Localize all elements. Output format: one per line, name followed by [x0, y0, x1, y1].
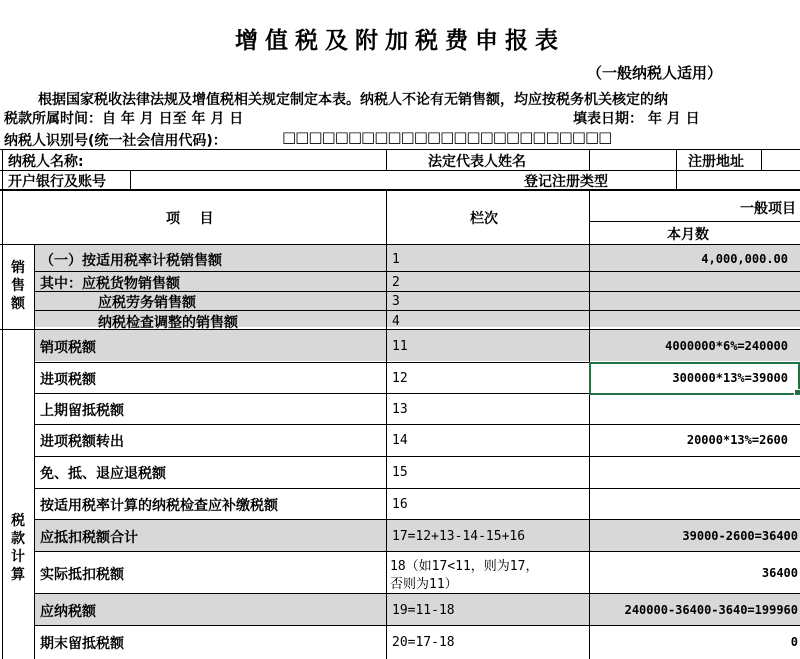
reg-address-label: 注册地址 [688, 154, 744, 170]
taxpayer-name-label: 纳税人名称: [8, 154, 84, 170]
row-line: 15 [392, 465, 408, 480]
row-item: 上期留抵税额 [40, 403, 124, 419]
row-item: 应抵扣税额合计 [40, 530, 138, 546]
col-general-header: 一般项目 [740, 201, 796, 217]
row-item: 纳税检查调整的销售额 [98, 315, 238, 331]
row-line: 17=12+13-14-15+16 [392, 529, 526, 544]
row-value[interactable]: 300000*13%=39000 [672, 371, 788, 385]
row-line: 12 [392, 371, 408, 386]
row-line: 3 [392, 294, 400, 309]
fill-date: 填表日期： 年 月 日 [573, 111, 700, 127]
row-value[interactable]: 36400 [761, 566, 798, 580]
row-value[interactable]: 4,000,000.00 [701, 252, 788, 266]
row-value[interactable]: 240000-36400-3640=199960 [624, 603, 798, 617]
row-line: 16 [392, 497, 408, 512]
col-item-header: 项 目 [166, 211, 214, 227]
legal-rep-label: 法定代表人姓名 [428, 154, 526, 170]
row-item: 销项税额 [40, 340, 96, 356]
row-item: 进项税额 [40, 372, 96, 388]
taxpayer-id-boxes[interactable]: □□□□□□□□□□□□□□□□□□□□□□□□□ [282, 128, 612, 146]
row-line: 19=11-18 [392, 603, 455, 618]
form-title: 增值税及附加税费申报表 [235, 27, 565, 54]
col-line-header: 栏次 [470, 211, 498, 227]
row-line: 18（如17<11，则为17， [390, 559, 539, 574]
row-line: 20=17-18 [392, 635, 455, 650]
row-value[interactable]: 4000000*6%=240000 [665, 339, 788, 353]
row-item: 应税劳务销售额 [98, 295, 196, 311]
row-line: 13 [392, 402, 408, 417]
row-line: 14 [392, 433, 408, 448]
section-sales-label: 销售额 [11, 260, 25, 312]
intro-text: 根据国家税收法律法规及增值税相关规定制定本表。纳税人不论有无销售额，均应按税务机关核定的纳 [38, 92, 668, 108]
row-value[interactable]: 20000*13%=2600 [686, 433, 788, 447]
row-item: 按适用税率计算的纳税检查应补缴税额 [40, 498, 278, 514]
row-item: 实际抵扣税额 [40, 567, 124, 583]
col-month-header: 本月数 [667, 227, 709, 243]
row-line: 1 [392, 252, 400, 267]
row-line: 2 [392, 275, 400, 290]
row-item: 免、抵、退应退税额 [40, 466, 166, 482]
reg-type-label: 登记注册类型 [524, 174, 608, 190]
row-item: （一）按适用税率计税销售额 [40, 253, 222, 269]
row-value[interactable]: 39000-2600=36400 [682, 529, 798, 543]
fill-handle[interactable] [794, 389, 800, 396]
row-line: 11 [392, 339, 408, 354]
bank-label: 开户银行及账号 [8, 174, 106, 190]
taxpayer-id-label: 纳税人识别号(统一社会信用代码)： [4, 133, 227, 149]
section-tax-label: 税款计算 [11, 513, 25, 583]
form-subtitle: （一般纳税人适用） [586, 64, 722, 82]
row-value[interactable]: 0 [790, 635, 798, 649]
row-item: 进项税额转出 [40, 434, 124, 450]
active-cell-selection[interactable] [589, 362, 800, 395]
row-line-continued: 否则为11） [390, 577, 458, 592]
tax-period: 税款所属时间：自 年 月 日至 年 月 日 [4, 111, 244, 127]
row-item: 应纳税额 [40, 604, 96, 620]
row-line: 4 [392, 314, 400, 329]
row-item: 其中：应税货物销售额 [40, 276, 180, 292]
row-item: 期末留抵税额 [40, 636, 124, 652]
